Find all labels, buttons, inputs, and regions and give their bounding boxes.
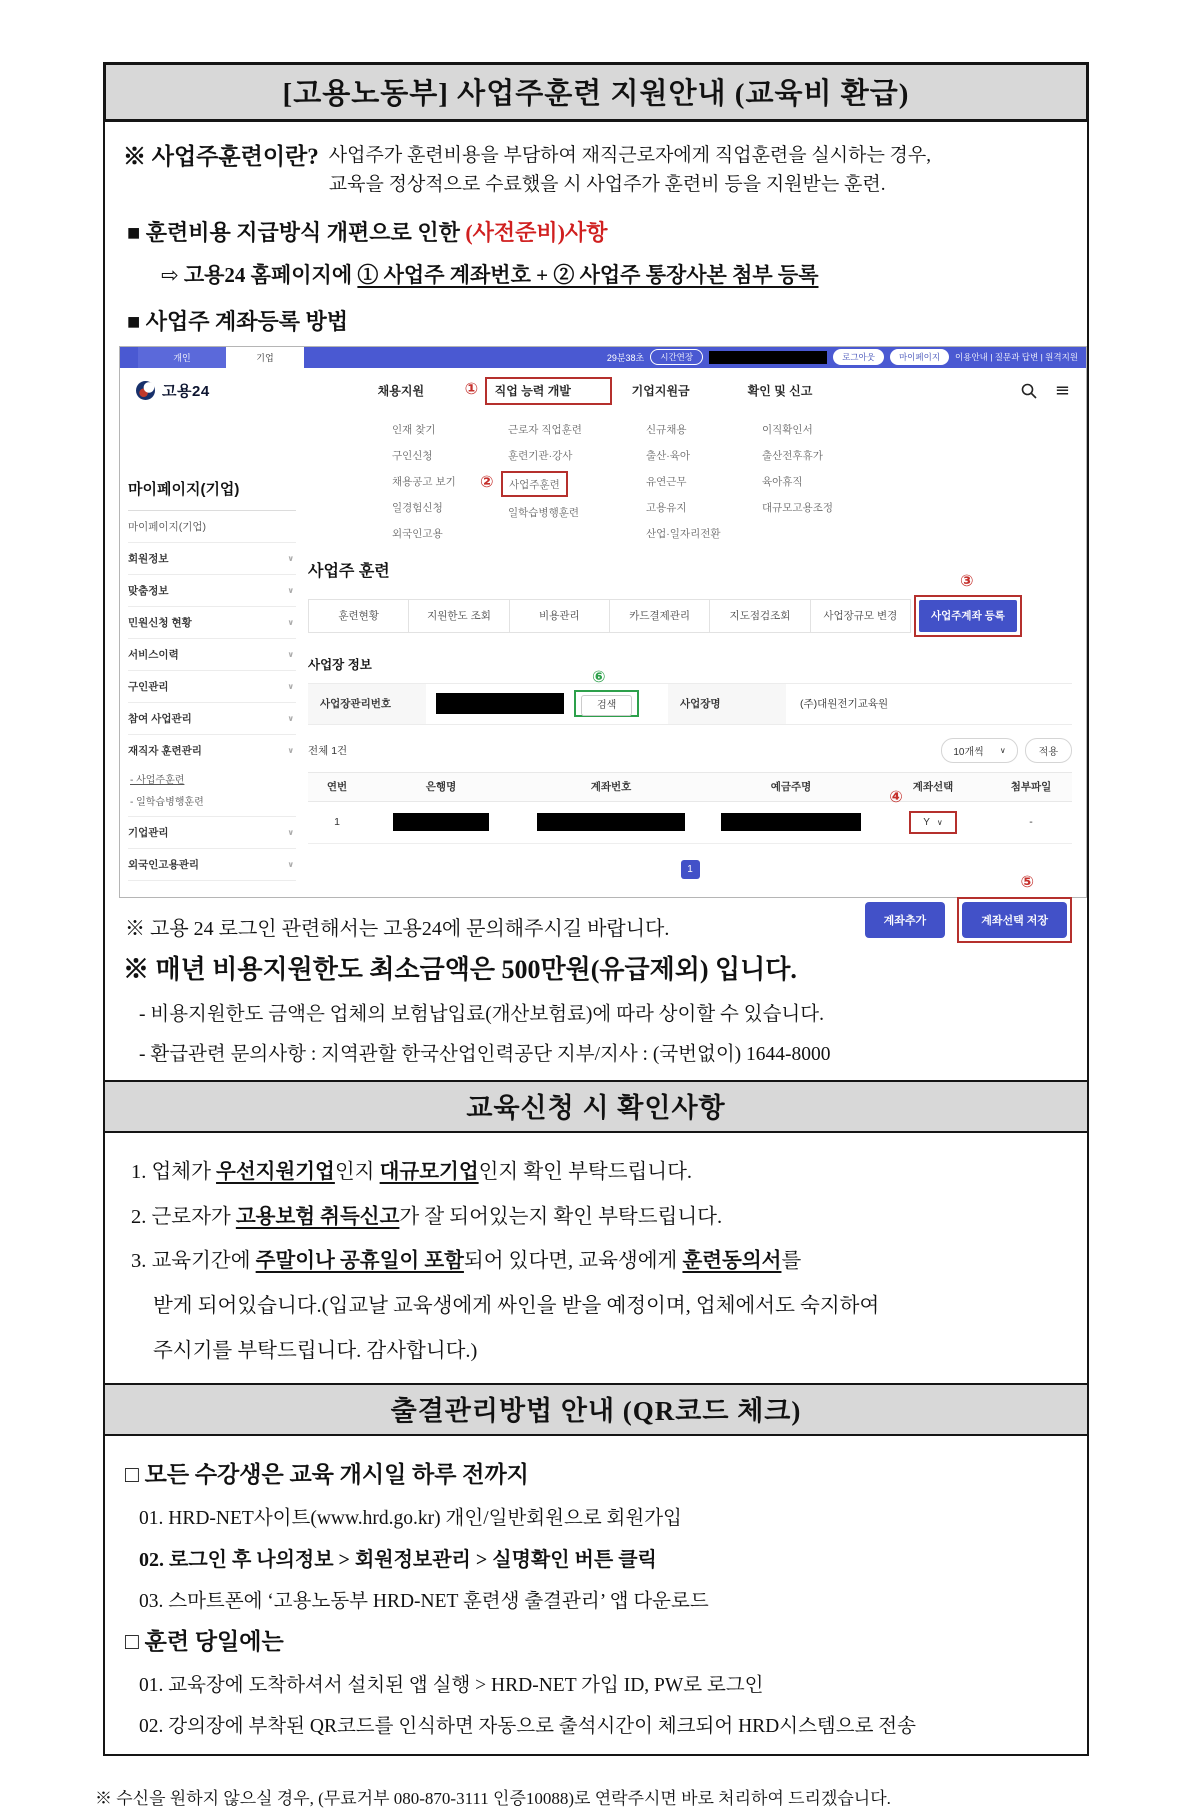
cell-attachment: - — [1029, 816, 1033, 829]
sidebar-title: 마이페이지(기업) — [128, 478, 296, 511]
site-header — [120, 368, 1086, 414]
section-check-title: 교육신청 시 확인사항 — [103, 1082, 1089, 1133]
note-min-amount: ※ 매년 비용지원한도 최소금액은 500만원(유급제외) 입니다. — [123, 954, 797, 984]
pagination — [308, 859, 1072, 879]
search-button[interactable]: 검색 — [581, 695, 632, 716]
cell-no: 1 — [334, 816, 340, 829]
chevron-down-icon: ∨ — [287, 681, 294, 691]
nav-vocational[interactable]: 직업 능력 개발 — [494, 383, 571, 398]
redacted-owner — [721, 813, 861, 831]
annotation-6: ⑥ — [592, 667, 606, 687]
menu-item[interactable]: 신규채용 — [646, 423, 687, 436]
list-controls — [308, 738, 1072, 763]
goyong24-logo[interactable] — [136, 380, 210, 401]
col-attachment: 첨부파일 — [1010, 781, 1052, 794]
menu-col-report — [762, 422, 870, 552]
chevron-down-icon: ∨ — [287, 859, 294, 869]
check-list — [131, 1157, 1075, 1367]
attendance-item-b1: 01. 교육장에 도착하셔서 설치된 앱 실행 > HRD-NET 가입 ID, PW로 로그인 — [139, 1674, 764, 1696]
menu-item[interactable]: 구인신청 — [392, 449, 433, 462]
save-button-highlight — [957, 871, 1072, 943]
sidebar-item-mypage[interactable] — [128, 511, 296, 543]
redacted-mgmt-number — [436, 693, 564, 714]
workplace-name-label: 사업장명 — [668, 684, 786, 724]
mega-menu — [392, 422, 1072, 552]
menu-item[interactable]: 출산전후휴가 — [762, 449, 823, 462]
menu-item[interactable]: 인재 찾기 — [392, 423, 436, 436]
arrow-prefix: 고용24 홈페이지에 — [178, 262, 358, 287]
attendance-item-a1: 01. HRD-NET사이트(www.hrd.go.kr) 개인/일반회원으로 회원가입 — [139, 1507, 682, 1529]
save-account-selection-button[interactable]: 계좌선택 저장 — [962, 902, 1067, 938]
text-run: 를 — [781, 1250, 802, 1273]
page-1-button[interactable]: 1 — [681, 860, 700, 879]
sidebar-item-label: 회원정보 — [128, 552, 169, 565]
sidebar-item-foreign-employment[interactable] — [128, 849, 296, 881]
mgmt-number-label: 사업장관리번호 — [308, 684, 426, 724]
chevron-down-icon: ∨ — [287, 585, 294, 595]
page-size-select[interactable] — [941, 738, 1017, 763]
chevron-down-icon: ∨ — [287, 745, 294, 755]
sidebar-subitems — [128, 766, 296, 817]
sidebar-item-label: 재직자 훈련관리 — [128, 744, 202, 757]
text-run: 3. 교육기간에 — [131, 1250, 256, 1273]
menu-item[interactable]: 훈련기관·강사 — [508, 449, 573, 462]
col-bank: 은행명 — [425, 781, 457, 794]
page-size-value: 10개씩 — [953, 746, 984, 758]
chevron-down-icon: ∨ — [936, 817, 943, 827]
menu-item-employer-training-highlight — [480, 471, 568, 497]
sidebar — [120, 414, 308, 943]
session-timer: 29분38초 — [606, 352, 645, 363]
sidebar-item-job-mgmt[interactable] — [128, 671, 296, 703]
main-content-box — [103, 122, 1089, 1082]
account-select-dropdown[interactable]: Y — [923, 816, 930, 828]
menu-item[interactable]: 유연근무 — [646, 475, 687, 488]
arrow-line — [161, 259, 1075, 289]
check-item-2 — [131, 1202, 1075, 1233]
chevron-down-icon: ∨ — [287, 553, 294, 563]
intro-text — [329, 138, 931, 200]
employer-training-heading: 사업주 훈련 — [308, 562, 390, 580]
redacted-user-name — [709, 351, 827, 364]
header-icons — [1021, 380, 1070, 401]
opt-out-notice: ※ 수신을 원하지 않으실 경우, (무료거부 080-870-3111 인증10088)로 연락주시면 바로 처리하여 드리겠습니다. — [95, 1788, 891, 1808]
search-button-highlight — [574, 667, 639, 717]
sidebar-item-service-history[interactable] — [128, 639, 296, 671]
section-attendance-box — [103, 1436, 1089, 1756]
menu-item[interactable]: 외국인고용 — [392, 527, 443, 540]
sidebar-subitem-work-study[interactable]: - 일학습병행훈련 — [130, 796, 204, 808]
account-table-header — [308, 772, 1072, 802]
menu-item[interactable]: 이직확인서 — [762, 423, 813, 436]
attendance-list — [125, 1456, 1075, 1738]
workplace-name-value: (주)대원전기교육원 — [800, 698, 889, 711]
utility-links[interactable]: 이용안내 | 질문과 답변 | 원격지원 — [955, 352, 1078, 363]
sidebar-item-member-info[interactable] — [128, 543, 296, 575]
attendance-head-1: □ 모든 수강생은 교육 개시일 하루 전까지 — [125, 1461, 529, 1487]
nav-report[interactable]: 확인 및 신고 — [747, 384, 813, 399]
annotation-3: ③ — [959, 570, 974, 590]
workplace-form-row — [308, 667, 1072, 725]
menu-item[interactable]: 근로자 직업훈련 — [508, 423, 582, 436]
check-item-3-cont1: 받게 되어있습니다.(입교날 교육생에게 싸인을 받을 예정이며, 업체에서도 숙지하여 — [153, 1295, 880, 1318]
note-login: ※ 고용 24 로그인 관련해서는 고용24에 문의해주시길 바랍니다. — [125, 917, 670, 940]
tab-account-register-highlight — [914, 570, 1022, 637]
document-title: [고용노동부] 사업주훈련 지원안내 (교육비 환급) — [103, 62, 1089, 122]
text-run-underline: 우선지원기업 — [216, 1160, 335, 1183]
tab-training-status[interactable]: 훈련현황 — [308, 599, 409, 633]
tab-inspection[interactable]: 지도점검조회 — [710, 599, 810, 633]
chevron-down-icon: ∨ — [287, 617, 294, 627]
sidebar-item-label: 마이페이지(기업) — [128, 520, 206, 533]
check-item-3 — [131, 1246, 1075, 1277]
cell-bank — [366, 813, 516, 831]
check-item-1 — [131, 1157, 1075, 1188]
tab-cost-mgmt[interactable]: 비용관리 — [510, 599, 610, 633]
mgmt-number-zone — [426, 667, 668, 724]
attendance-item-a3: 03. 스마트폰에 ‘고용노동부 HRD-NET 훈련생 출결관리’ 앱 다운로드 — [139, 1590, 709, 1612]
logo-icon — [136, 381, 155, 400]
chevron-down-icon: ∨ — [287, 827, 294, 837]
chevron-down-icon: ∨ — [999, 745, 1006, 755]
tab-company[interactable]: 기업 — [226, 347, 304, 368]
chevron-down-icon: ∨ — [287, 649, 294, 659]
text-run-underline: 대규모기업 — [379, 1160, 479, 1183]
annotation-1: ① — [464, 378, 479, 398]
list-controls-right — [941, 738, 1072, 763]
tab-personal[interactable]: 개인 — [138, 347, 226, 368]
col-select: 계좌선택 — [912, 781, 954, 794]
text-run-underline: 훈련동의서 — [682, 1250, 782, 1273]
redacted-account-number — [537, 813, 685, 831]
text-run-underline: 주말이나 공휴일이 포함 — [255, 1250, 464, 1273]
tab-account-register[interactable]: 사업주계좌 등록 — [919, 600, 1017, 632]
attendance-item-a2: 02. 로그인 후 나의정보 > 회원정보관리 > 실명확인 버튼 클릭 — [139, 1548, 657, 1571]
sidebar-item-label: 참여 사업관리 — [128, 712, 192, 725]
sidebar-item-participation[interactable] — [128, 703, 296, 735]
bullet-prep-text: ■ 훈련비용 지급방식 개편으로 인한 — [127, 219, 466, 245]
sidebar-item-label: 민원신청 현황 — [128, 616, 192, 629]
menu-item[interactable]: 산업·일자리전환 — [646, 527, 721, 540]
action-buttons — [308, 871, 1072, 943]
text-run: 인지 확인 부탁드립니다. — [478, 1160, 693, 1183]
col-owner: 예금주명 — [770, 781, 812, 794]
cell-owner — [706, 813, 876, 831]
intro-row — [123, 138, 1073, 200]
sidebar-item-label: 맞춤정보 — [128, 584, 169, 597]
section-attendance-title: 출결관리방법 안내 (QR코드 체크) — [103, 1385, 1089, 1436]
sidebar-item-label: 기업관리 — [128, 826, 169, 839]
note-dash1: - 비용지원한도 금액은 업체의 보험납입료(개산보험료)에 따라 상이할 수 있습니다. — [139, 1003, 824, 1025]
sidebar-item-company-mgmt[interactable] — [128, 817, 296, 849]
page-content — [120, 414, 1086, 943]
tab-scale-change[interactable]: 사업장규모 변경 — [811, 599, 911, 633]
logout-button[interactable]: 로그아웃 — [833, 349, 884, 365]
annotation-2: ② — [480, 471, 494, 491]
redacted-bank — [393, 813, 489, 831]
menu-col-recruit — [392, 422, 488, 552]
sidebar-subitem-employer-training[interactable]: - 사업주훈련 — [130, 774, 185, 786]
intro-line2: 교육을 정상적으로 수료했을 시 사업주가 훈련비 등을 지원받는 훈련. — [328, 174, 886, 196]
intro-line1: 사업주가 훈련비용을 부담하여 재직근로자에게 직업훈련을 실시하는 경우, — [328, 145, 932, 166]
search-icon[interactable] — [1021, 383, 1037, 399]
arrow-underline: ① 사업주 계좌번호 + ② 사업주 통장사본 첨부 등록 — [357, 262, 819, 287]
text-run: 가 잘 되어있는지 확인 부탁드립니다. — [399, 1205, 723, 1228]
menu-col-subsidy — [646, 422, 742, 552]
menu-item[interactable]: 대규모고용조정 — [762, 501, 834, 514]
menu-icon[interactable]: ≡ — [1054, 380, 1070, 402]
bullet-prep — [127, 216, 1075, 247]
apply-button[interactable]: 적용 — [1025, 738, 1072, 763]
text-run: 인지 — [334, 1160, 380, 1183]
extend-time-button[interactable]: 시간연장 — [650, 349, 703, 365]
text-run: 1. 업체가 — [131, 1160, 217, 1183]
tab-card-payment[interactable]: 카드결제관리 — [610, 599, 710, 633]
sidebar-item-label: 구인관리 — [128, 680, 169, 693]
bullet-method: ■ 사업주 계좌등록 방법 — [127, 308, 349, 334]
text-run-underline: 고용보험 취득신고 — [235, 1205, 400, 1228]
annotation-4: ④ — [889, 786, 903, 806]
text-run: 2. 근로자가 — [131, 1205, 236, 1228]
main-nav — [378, 377, 856, 405]
attendance-item-b2: 02. 강의장에 부착된 QR코드를 인식하면 자동으로 출석시간이 체크되어 HRD시스템으로 전송 — [139, 1715, 916, 1737]
intro-label: ※ 사업주훈련이란? — [123, 144, 319, 169]
top-utility-bar — [120, 347, 1086, 368]
attendance-head-2: □ 훈련 당일에는 — [125, 1628, 284, 1654]
nav-subsidy[interactable]: 기업지원금 — [631, 384, 690, 399]
arrow-icon: ⇨ — [161, 262, 179, 287]
logo-text: 고용24 — [162, 383, 210, 401]
sidebar-item-civil-status[interactable] — [128, 607, 296, 639]
nav-recruit[interactable]: 채용지원 — [377, 384, 425, 399]
menu-item[interactable]: 일학습병행훈련 — [508, 506, 580, 519]
bullet-prep-red: (사전준비)사항 — [465, 219, 608, 245]
menu-col-vocational — [480, 422, 626, 552]
add-account-button[interactable]: 계좌추가 — [865, 902, 946, 938]
workplace-info-heading: 사업장 정보 — [308, 657, 372, 672]
chevron-down-icon: ∨ — [287, 713, 294, 723]
menu-item[interactable]: 고용유지 — [646, 501, 687, 514]
mypage-button[interactable]: 마이페이지 — [890, 349, 949, 365]
menu-item[interactable]: 출산·육아 — [646, 449, 691, 462]
menu-item[interactable]: 채용공고 보기 — [392, 475, 456, 488]
main-panel — [308, 414, 1086, 943]
menu-item[interactable]: 육아휴직 — [762, 475, 803, 488]
sidebar-item-incumbent-training[interactable] — [128, 735, 296, 766]
sidebar-item-label: 서비스이력 — [128, 648, 179, 661]
col-no: 연번 — [326, 781, 348, 794]
check-item-3-cont2: 주시기를 부탁드립니다. 감사합니다.) — [153, 1339, 478, 1362]
nav-vocational-highlight — [464, 377, 612, 405]
tab-limit-inquiry[interactable]: 지원한도 조회 — [409, 599, 509, 633]
menu-item-employer-training[interactable]: 사업주훈련 — [509, 478, 560, 491]
section-check-box — [103, 1133, 1089, 1385]
annotation-5: ⑤ — [1020, 871, 1034, 891]
col-account-number: 계좌번호 — [590, 781, 632, 794]
note-dash2: - 환급관련 문의사항 : 지역관할 한국산업인력공단 지부/지사 : (국번없이) 1644-8000 — [139, 1043, 831, 1065]
menu-item[interactable]: 일경험신청 — [392, 501, 443, 514]
document — [95, 62, 1089, 1809]
topbar-right — [607, 347, 1086, 368]
goyong24-screenshot — [119, 346, 1087, 927]
sidebar-item-label: 외국인고용관리 — [128, 858, 200, 871]
cell-account-number — [516, 813, 706, 831]
text-run: 되어 있다면, 교육생에게 — [463, 1250, 683, 1273]
total-count: 전체 1건 — [308, 744, 348, 757]
sidebar-item-custom-info[interactable] — [128, 575, 296, 607]
